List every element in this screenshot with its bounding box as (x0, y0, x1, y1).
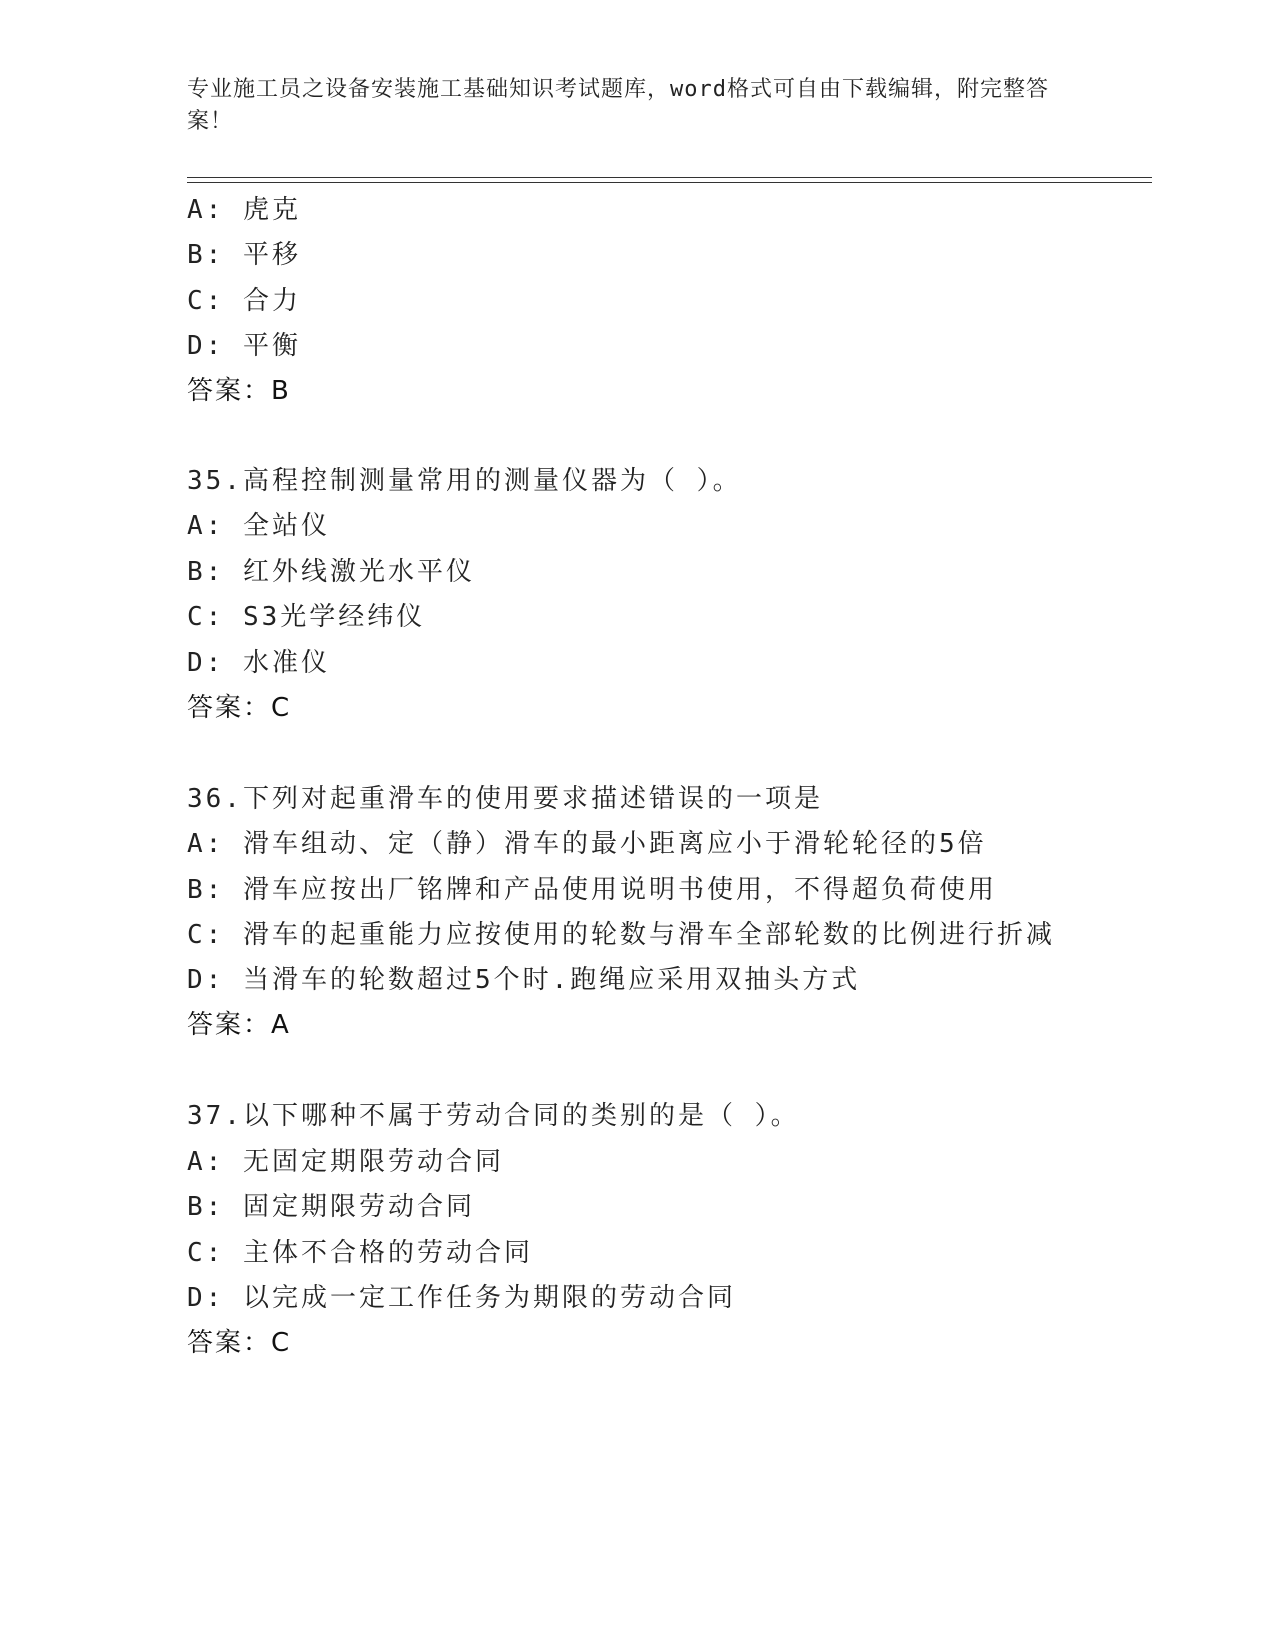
q36-option-b: B: 滑车应按出厂铭牌和产品使用说明书使用，不得超负荷使用 (187, 875, 997, 905)
q37-option-c: C: 主体不合格的劳动合同 (187, 1238, 533, 1268)
q35-answer: 答案：C (187, 693, 292, 723)
q36-option-a: A: 滑车组动、定（静）滑车的最小距离应小于滑轮轮径的5倍 (187, 829, 987, 859)
q37-option-b: B: 固定期限劳动合同 (187, 1192, 475, 1222)
q36-option-c: C: 滑车的起重能力应按使用的轮数与滑车全部轮数的比例进行折减 (187, 920, 1055, 950)
q35-question: 35.高程控制测量常用的测量仪器为（ ）。 (187, 466, 742, 496)
header-divider-top (187, 177, 1152, 178)
q34-option-b: B: 平移 (187, 240, 301, 270)
q34-option-c: C: 合力 (187, 286, 301, 316)
q36-option-d: D: 当滑车的轮数超过5个时.跑绳应采用双抽头方式 (187, 965, 861, 995)
q36-question: 36.下列对起重滑车的使用要求描述错误的一项是 (187, 784, 823, 814)
q35-option-c: C: S3光学经纬仪 (187, 602, 426, 632)
header-divider-bottom (187, 182, 1152, 183)
q35-option-b: B: 红外线激光水平仪 (187, 557, 475, 587)
q35-option-a: A: 全站仪 (187, 511, 330, 541)
q35-option-d: D: 水准仪 (187, 648, 330, 678)
q37-option-d: D: 以完成一定工作任务为期限的劳动合同 (187, 1283, 736, 1313)
q37-answer: 答案：C (187, 1328, 292, 1358)
q34-option-a: A: 虎克 (187, 195, 301, 225)
q34-option-d: D: 平衡 (187, 331, 301, 361)
q37-question: 37.以下哪种不属于劳动合同的类别的是（ ）。 (187, 1101, 800, 1131)
q34-answer: 答案：B (187, 376, 291, 406)
q37-option-a: A: 无固定期限劳动合同 (187, 1147, 504, 1177)
q36-answer: 答案：A (187, 1010, 291, 1040)
document-header: 专业施工员之设备安装施工基础知识考试题库，word格式可自由下载编辑，附完整答案！ (187, 77, 1049, 134)
